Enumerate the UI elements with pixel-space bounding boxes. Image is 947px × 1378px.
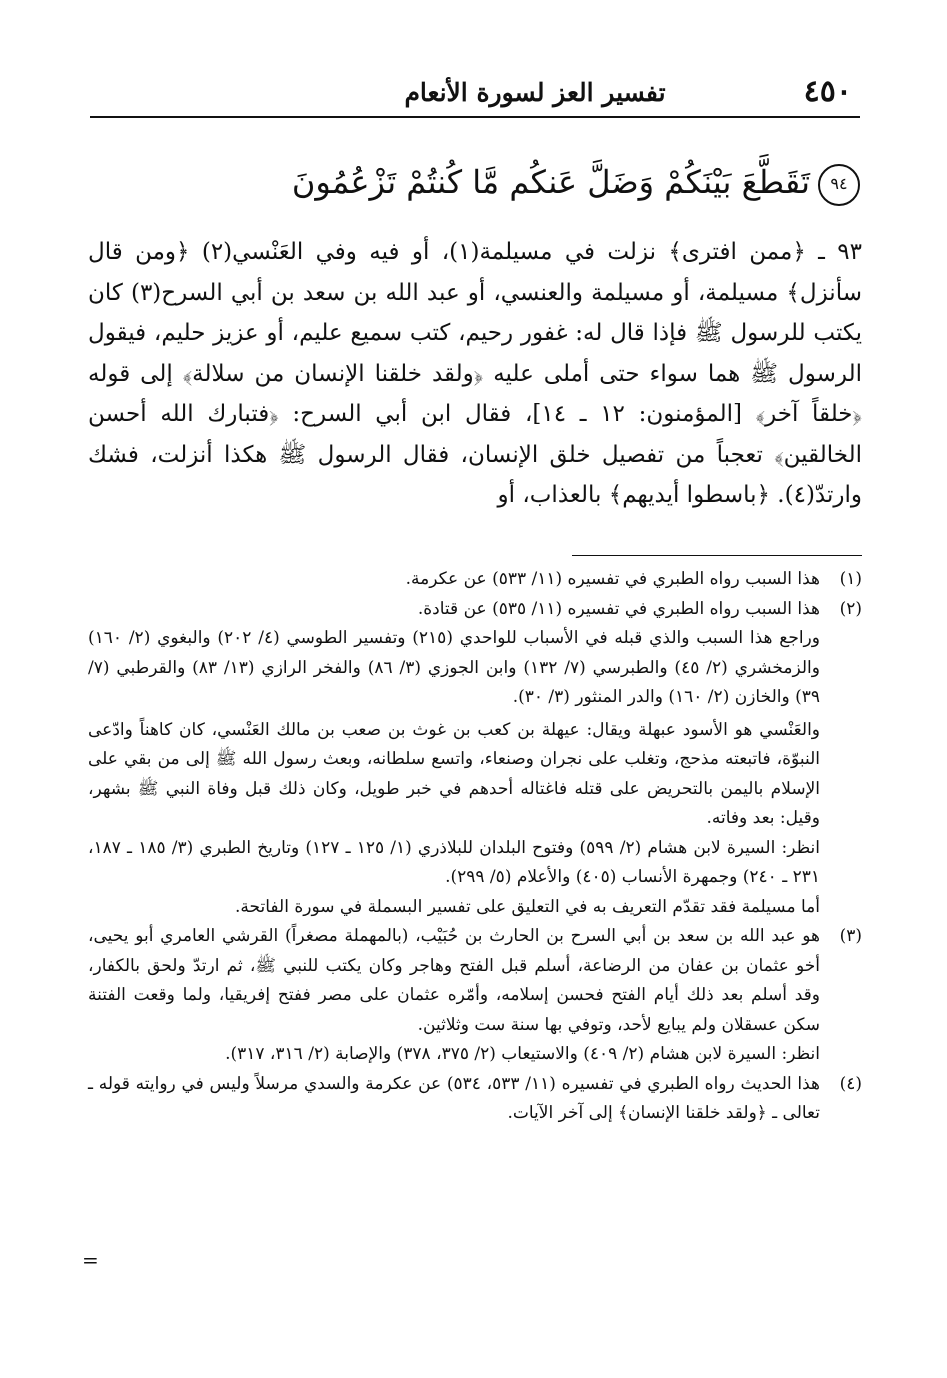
footnote-text: وراجع هذا السبب والذي قبله في الأسباب للواحدي (٢١٥) وتفسير الطوسي (٤/ ٢٠٢) والبغوي (٢/ ١٦٠) والزمخشري (٢/ ٤٥) والطبرسي (٧/ ١٣٢) وابن الجوزي (٣/ ٨٦) والفخر الرازي (١٣/ ٨٣) والقرطبي (٧/ ٣٩) والخازن (٢/ ١٦٠) والدر المنثور (٣/ ٣٠). (88, 628, 820, 707)
footnote-text: هو عبد الله بن سعد بن أبي السرح بن الحارث بن حُبَيْب، (بالمهملة مصغراً) القرشي العامري أبو يحيى، أخو عثمان بن عفان من الرضاعة، أسلم قبل الفتح وهاجر وكان يكتب للنبي ﷺ، ثم ارتدّ ولحق بالكفار، وقد أسلم بعد ذلك أيام الفتح فحسن إسلامه، وأمّره عثمان على مصر ففتح إفريقيا، ولما وقعت الفتنة سكن عسقلان ولم يبايع لأحد، وتوفي بها سنة ست وثلاثين. (88, 926, 820, 1035)
ayah-number-marker: ٩٤ (818, 164, 860, 206)
footnote-1 (88, 565, 862, 595)
footnote-divider (572, 555, 862, 556)
continuation-mark: = (82, 1248, 99, 1272)
footnotes-section (88, 565, 862, 1129)
footnote-2 (88, 595, 862, 923)
footnote-text: والعَنْسي هو الأسود عبهلة ويقال: عيهلة بن كعب بن غوث بن صعب بن مالك العَنْسي، كان كاهناً وادّعى النبوّة، فاتبعته مذحج، وتغلب على نجران وصنعاء، واتسع سلطانه، وبعث رسول الله ﷺ إلى من بقي على الإسلام باليمن بالتحريض على قتله فاغتاله أحدهم في خبر طويل، وكان ذلك قبل وفاة النبي ﷺ بشهر، وقيل: بعد وفاته. (88, 719, 820, 828)
footnote-text: انظر: السيرة لابن هشام (٢/ ٤٠٩) والاستيعاب (٢/ ٣٧٥، ٣٧٨) والإصابة (٢/ ٣١٦، ٣١٧). (225, 1044, 820, 1064)
footnote-text: هذا السبب رواه الطبري في تفسيره (١١/ ٥٣٣) عن عكرمة. (405, 569, 820, 589)
verse-text: تَقَطَّعَ بَيْنَكُمْ وَضَلَّ عَنكُم مَّا كُنتُمْ تَزْعُمُونَ (291, 163, 810, 201)
footnote-text: هذا الحديث رواه الطبري في تفسيره (١١/ ٥٣٣، ٥٣٤) عن عكرمة والسدي مرسلاً وليس في روايته قوله ـ تعالى ـ ﴿ولقد خلقنا الإنسان﴾ إلى آخر الآيات. (88, 1073, 821, 1123)
footnote-3 (88, 922, 862, 1070)
footnote-text: أما مسيلمة فقد تقدّم التعريف به في التعليق على تفسير البسملة في سورة الفاتحة. (235, 896, 820, 917)
commentary-paragraph: ٩٣ ـ ﴿ممن افترى﴾ نزلت في مسيلمة(١)، أو فيه وفي العَنْسي(٢) ﴿ومن قال سأنزل﴾ مسيلمة، أو مسيلمة والعنسي، أو عبد الله بن سعد بن أبي السرح(٣) كان يكتب للرسول ﷺ فإذا قال له: غفور رحيم، كتب سميع عليم، أو عزيز حليم، فيقول الرسول ﷺ هما سواء حتى أملى عليه ﴿ولقد خلقنا الإنسان من سلالة﴾ إلى قوله ﴿خلقاً آخر﴾ [المؤمنون: ١٢ ـ ١٤]، فقال ابن أبي السرح: ﴿فتبارك الله أحسن الخالقين﴾ تعجباً من تفصيل خلق الإنسان، فقال الرسول ﷺ هكذا أنزلت، فشك وارتدّ(٤). ﴿باسطوا أيديهم﴾ بالعذاب، أو (88, 239, 862, 508)
footnote-body (88, 595, 820, 923)
footnote-text: هذا السبب رواه الطبري في تفسيره (١١/ ٥٣٥) عن قتادة. (417, 598, 820, 619)
footnote-body (88, 1070, 820, 1129)
footnote-body (88, 922, 820, 1070)
footnote-text: انظر: السيرة لابن هشام (٢/ ٥٩٩) وفتوح البلدان للبلاذري (١/ ١٢٥ ـ ١٢٧) وتاريخ الطبري (٣/ ١٨٥ ـ ١٨٧، ٢٣١ ـ ٢٤٠) وجمهرة الأنساب (٤٠٥) والأعلام (٥/ ٢٩٩). (88, 837, 820, 887)
footnote-number: (٢) (839, 598, 862, 619)
running-title: تفسير العز لسورة الأنعام (404, 78, 666, 107)
footnote-4 (88, 1070, 862, 1129)
quran-verse-line (90, 150, 860, 214)
footnote-number: (١) (839, 569, 862, 589)
main-commentary (88, 232, 862, 516)
page-header (90, 62, 860, 118)
footnote-number: (٤) (839, 1073, 862, 1094)
page-number: ٤٥٠ (803, 74, 852, 109)
footnote-body (88, 565, 820, 595)
footnote-number: (٣) (839, 926, 862, 946)
